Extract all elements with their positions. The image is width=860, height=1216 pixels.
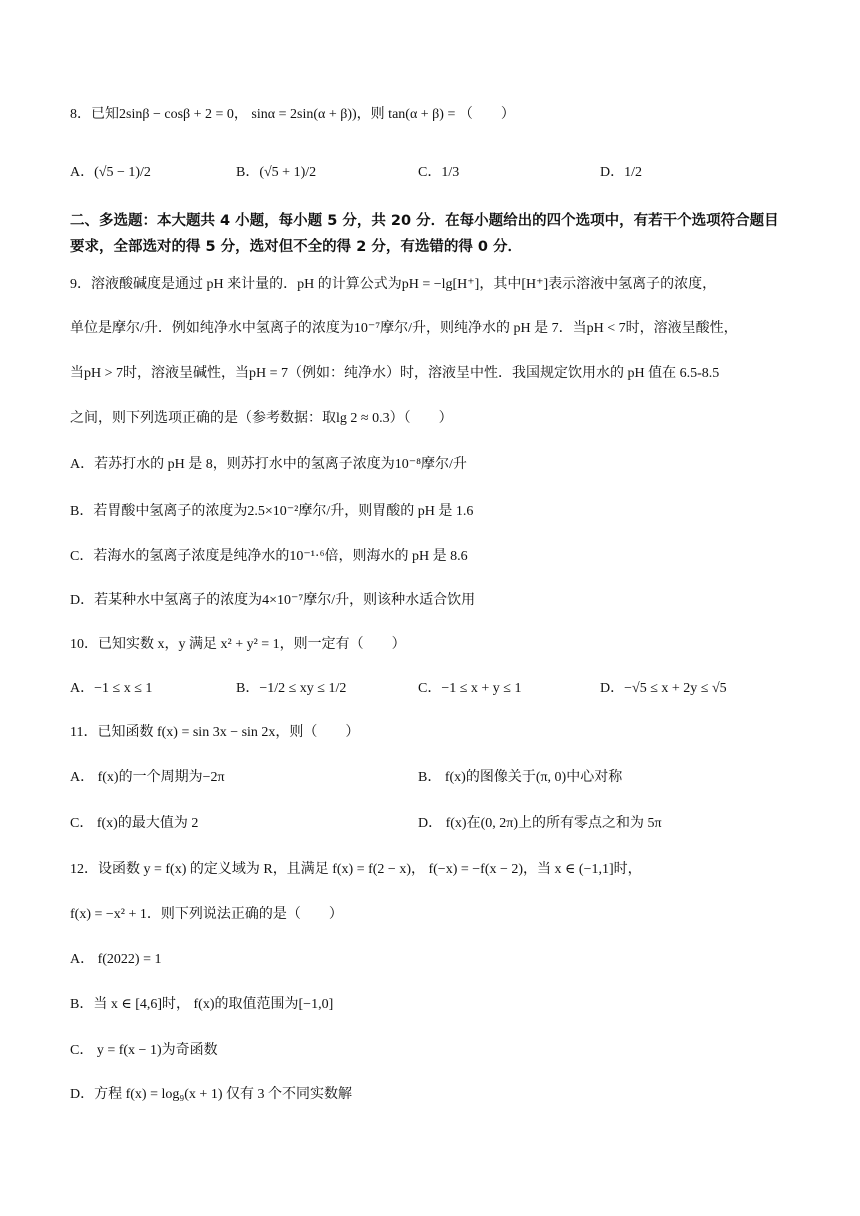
- q8-option-d: D．1/2: [600, 165, 642, 180]
- q11-option-d: D． f(x)在(0, 2π)上的所有零点之和为 5π: [418, 816, 662, 831]
- q8-option-a: A．(√5 − 1)/2: [70, 165, 151, 180]
- q8-stem: 8．已知2sinβ − cosβ + 2 = 0， sinα = 2sin(α + β))，则 tan(α + β) = （ ）: [70, 107, 515, 122]
- q10-option-b: B．−1/2 ≤ xy ≤ 1/2: [236, 681, 347, 696]
- q12-option-a: A． f(2022) = 1: [70, 952, 162, 967]
- q10-option-c: C．−1 ≤ x + y ≤ 1: [418, 681, 522, 696]
- q10-stem: 10．已知实数 x，y 满足 x² + y² = 1，则一定有（ ）: [70, 637, 406, 652]
- q9-line-1: 9．溶液酸碱度是通过 pH 来计量的．pH 的计算公式为pH = −lg[H⁺]，其中[H⁺]表示溶液中氢离子的浓度，: [70, 277, 717, 292]
- q12-line-1: 12．设函数 y = f(x) 的定义域为 R，且满足 f(x) = f(2 − x)， f(−x) = −f(x − 2)，当 x ∈ (−1,1]时，: [70, 862, 642, 877]
- q9-option-c: C．若海水的氢离子浓度是纯净水的10⁻¹·⁶倍，则海水的 pH 是 8.6: [70, 549, 468, 564]
- q12-option-c: C． y = f(x − 1)为奇函数: [70, 1043, 218, 1058]
- q11-stem: 11．已知函数 f(x) = sin 3x − sin 2x，则（ ）: [70, 725, 360, 740]
- q9-line-4: 之间，则下列选项正确的是（参考数据：取lg 2 ≈ 0.3）（ ）: [70, 411, 453, 426]
- q10-option-d: D．−√5 ≤ x + 2y ≤ √5: [600, 681, 727, 696]
- q9-option-a: A．若苏打水的 pH 是 8，则苏打水中的氢离子浓度为10⁻⁸摩尔/升: [70, 457, 467, 472]
- q12-line-2: f(x) = −x² + 1．则下列说法正确的是（ ）: [70, 907, 343, 922]
- q10-option-a: A．−1 ≤ x ≤ 1: [70, 681, 153, 696]
- q9-option-d: D．若某种水中氢离子的浓度为4×10⁻⁷摩尔/升，则该种水适合饮用: [70, 593, 476, 608]
- q11-option-b: B． f(x)的图像关于(π, 0)中心对称: [418, 770, 623, 785]
- q9-line-3: 当pH > 7时，溶液呈碱性，当pH = 7（例如：纯净水）时，溶液呈中性．我国规定饮用水的 pH 值在 6.5-8.5: [70, 366, 720, 381]
- q12-option-d: D．方程 f(x) = log₉(x + 1) 仅有 3 个不同实数解: [70, 1087, 352, 1102]
- q12-option-b: B．当 x ∈ [4,6]时， f(x)的取值范围为[−1,0]: [70, 997, 334, 1012]
- q11-option-a: A． f(x)的一个周期为−2π: [70, 770, 225, 785]
- section-2-heading: 二、多选题：本大题共 4 小题，每小题 5 分，共 20 分．在每小题给出的四个选项中，有若干个选项符合题目要求，全部选对的得 5 分，选对但不全的得 2 分，有选错的得 0 分．: [70, 213, 779, 255]
- q8-option-b: B．(√5 + 1)/2: [236, 165, 317, 180]
- q9-line-2: 单位是摩尔/升．例如纯净水中氢离子的浓度为10⁻⁷摩尔/升，则纯净水的 pH 是 7．当pH < 7时，溶液呈酸性，: [70, 321, 738, 336]
- q8-option-c: C．1/3: [418, 165, 460, 180]
- q11-option-c: C． f(x)的最大值为 2: [70, 816, 199, 831]
- q9-option-b: B．若胃酸中氢离子的浓度为2.5×10⁻²摩尔/升，则胃酸的 pH 是 1.6: [70, 504, 474, 519]
